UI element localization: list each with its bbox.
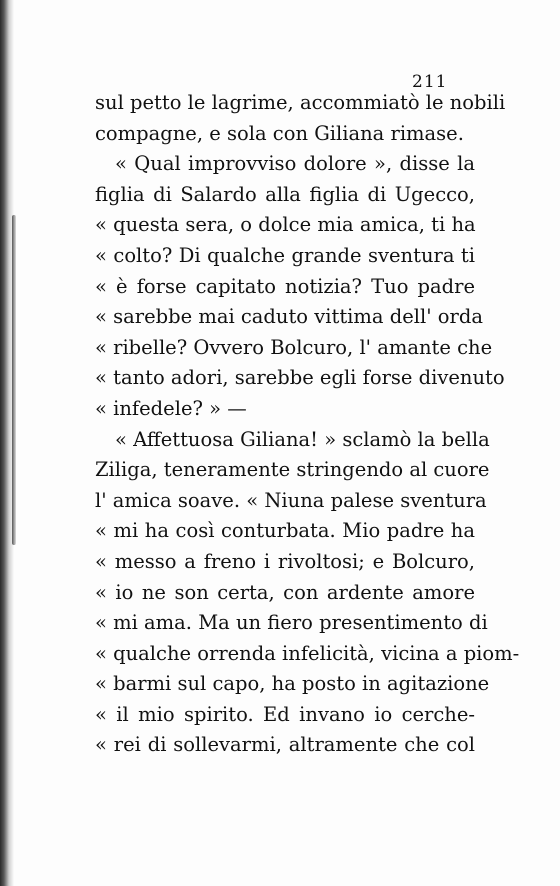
text-line: compagne, e sola con Giliana rimase. <box>95 121 464 145</box>
text-line: « rei di sollevarmi, altramente che col <box>95 733 475 757</box>
text-line: « mi ama. Ma un fiero presentimento di <box>95 611 488 635</box>
text-line: Ziliga, teneramente stringendo al cuore <box>95 458 490 482</box>
text-line: « qualche orrenda infelicità, vicina a piom- <box>95 641 520 665</box>
text-line: « Qual improvviso dolore », disse la <box>115 152 475 176</box>
text-line: « sarebbe mai caduto vittima dell' orda <box>95 305 483 329</box>
text-line: l' amica soave. « Niuna palese sventura <box>95 488 487 512</box>
text-line: « ribelle? Ovvero Bolcuro, l' amante che <box>95 335 493 359</box>
body-text <box>95 88 520 761</box>
binding-mark <box>12 215 16 545</box>
text-line: « questa sera, o dolce mia amica, ti ha <box>95 213 476 237</box>
text-line: sul petto le lagrime, accommiatò le nobili <box>95 91 506 114</box>
text-line: « mi ha così conturbata. Mio padre ha <box>95 519 475 543</box>
text-line: « io ne son certa, con ardente amore <box>95 580 475 604</box>
text-line: « colto? Di qualche grande sventura ti <box>95 243 475 267</box>
text-line: « il mio spirito. Ed invano io cerche- <box>95 702 475 726</box>
text-line: figlia di Salardo alla figlia di Ugecco, <box>95 182 475 206</box>
text-line: « Affettuosa Giliana! » sclamò la bella <box>115 427 490 451</box>
text-line: « infedele? » — <box>95 396 247 420</box>
text-line: « barmi sul capo, ha posto in agitazione <box>95 672 490 696</box>
text-line: « è forse capitato notizia? Tuo padre <box>95 274 475 298</box>
page-number: 211 <box>412 72 448 92</box>
text-line: « tanto adori, sarebbe egli forse divenuto <box>95 366 505 390</box>
text-line: « messo a freno i rivoltosi; e Bolcuro, <box>95 549 475 573</box>
